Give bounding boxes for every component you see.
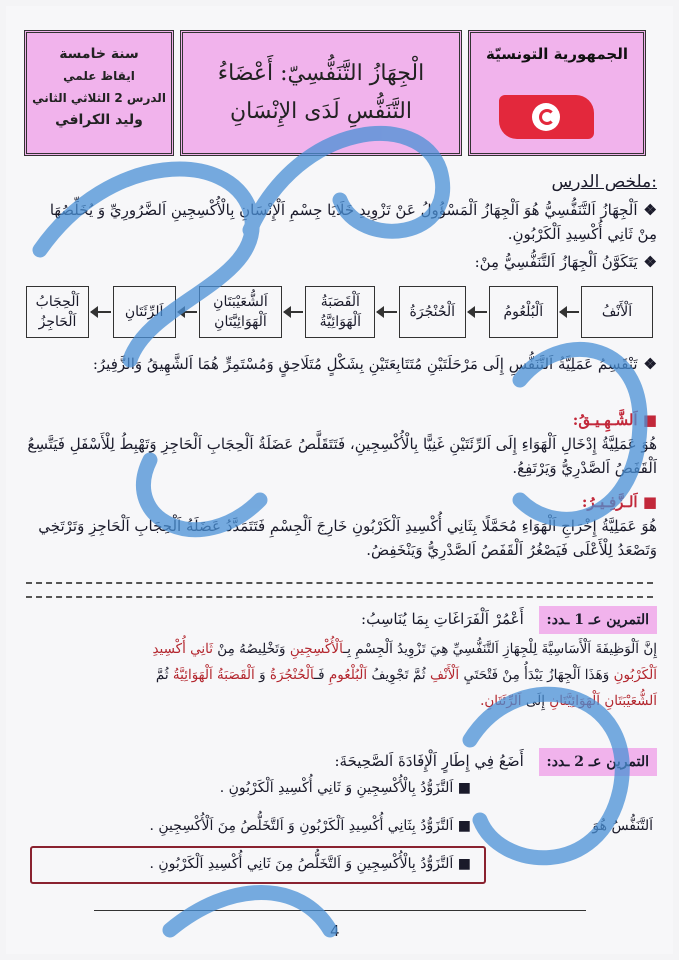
exercise-2-stem: اَلتَّنَفُّسُ هُوَ bbox=[592, 818, 653, 834]
inhale-title: ■ اَلشَّـهِـيـقُ: bbox=[572, 411, 657, 429]
subject-label: ايقاظ علمي bbox=[63, 69, 135, 83]
organ-nose: اَلْأَنْفُ bbox=[581, 286, 653, 338]
header bbox=[22, 30, 646, 160]
answer-co2-part2: اَلْكَرْبُونِ bbox=[613, 667, 657, 683]
bullet-icon: ❖ bbox=[643, 253, 657, 271]
paragraph-composition bbox=[27, 250, 657, 274]
organ-larynx: اَلْحُنْجُرَةُ bbox=[399, 286, 466, 338]
lesson-title bbox=[183, 55, 459, 131]
organ-lungs: اَلرِّئَتَانِ bbox=[113, 286, 176, 338]
title-line-1: الْجِهَازُ التَّنَفُّسِيّ: أَعْضَاءُ bbox=[217, 61, 425, 86]
paragraph-phases bbox=[27, 352, 657, 376]
answer-larynx: اَلْحُنْجُرَةُ bbox=[269, 667, 315, 683]
bullet-icon: ❖ bbox=[643, 355, 657, 373]
exercise-2-label: التمرين عـ 2 ـدد: bbox=[539, 748, 657, 776]
grade-label: سنة خامسة bbox=[59, 46, 139, 62]
lesson-info bbox=[27, 43, 171, 131]
exercise-1-header bbox=[27, 606, 657, 634]
republic-label: الجمهورية التونسيّة bbox=[486, 45, 628, 63]
footer-line bbox=[94, 910, 586, 911]
arrow-left-icon bbox=[468, 311, 487, 313]
arrow-left-icon bbox=[377, 311, 396, 313]
republic-box bbox=[468, 30, 646, 156]
organ-pharynx: اَلْبُلْعُومُ bbox=[489, 286, 557, 338]
inhale-section bbox=[27, 408, 657, 432]
title-box bbox=[180, 30, 462, 156]
composition-text: يَتَكَوَّنُ اَلْجِهَازُ اَلتَّنَفُّسِيُّ مِنْ: bbox=[474, 253, 638, 271]
organs-flow bbox=[26, 282, 653, 342]
definition-text: اَلْجِهَازُ اَلتَّنَفُّسِيُّ هُوَ اَلْجِهَازُ اَلْمَسْؤُولُ عَنْ تَزْوِيدِ خَلَايَا جِسْمِ اَلْإِنْسَانِ بِالْأُكْسِجِينِ اَلضَّرُورِيِّ وَ يُخَلِّصُهَا مِنْ ثَانِي أُكْسِيدِ اَلْكَرْبُونِ. bbox=[49, 201, 657, 243]
answer-lungs: اَلرِّئَتَانِ. bbox=[480, 693, 522, 709]
exercise-1-label: التمرين عـ 1 ـدد: bbox=[539, 606, 657, 634]
paragraph-definition bbox=[27, 198, 657, 246]
teacher-name: وليد الكرافي bbox=[55, 112, 143, 128]
choice-2[interactable]: ■ اَلتَّزَوُّدُ بِثَانِي أُكْسِيدِ اَلْكَرْبُونِ وَ اَلتَّخَلُّصُ مِنَ اَلْأُكْسِجِينِ . bbox=[149, 818, 471, 834]
exercise-2-header bbox=[27, 748, 657, 776]
arrow-left-icon bbox=[178, 311, 197, 313]
answer-trachea: اَلْقَصَبَةُ اَلْهَوَائِيَّةُ bbox=[172, 667, 255, 683]
inhale-text: هُوَ عَمَلِيَّةُ إِدْخَالِ اَلْهَوَاءِ إِلَى اَلرِّئَتَيْنِ غَنِيًّا بِالْأُكْسِجِينِ، فَتَتَقَلَّصُ عَضَلَةُ اَلْحِجَابِ اَلْحَاجِزِ وَتَهْبِطُ لِلْأَسْفَلِ فَيَتَّسِعُ اَلْقَفَصُ اَلصَّدْرِيُّ وَيَرْتَفِعُ. bbox=[27, 435, 657, 477]
exercise-2-instruction: أَضَعُ فِي إِطَارٍ اَلْإِفَادَةَ اَلصَّحِيحَةَ: bbox=[334, 752, 524, 770]
exhale-title: ■ اَلـزَّفِـيـرُ: bbox=[581, 493, 657, 511]
organ-bronchi: اَلشُّعَيْبَتَانِ اَلْهَوَائِيَّتَانِ bbox=[199, 286, 282, 338]
organ-trachea: اَلْقَصَبَةُ اَلْهَوَائِيَّةُ bbox=[305, 286, 375, 338]
title-line-2: التَّنَفُّسِ لَدَى الإِنْسَانِ bbox=[230, 99, 412, 124]
answer-bronchi: اَلشُّعَيْبَتَانِ اَلْهَوَائِيَّتَانِ bbox=[549, 693, 657, 709]
exhale-section bbox=[27, 490, 657, 514]
exhale-text: هُوَ عَمَلِيَّةُ إِخْرَاجِ اَلْهَوَاءِ مُحَمَّلًا بِثَانِي أُكْسِيدِ اَلْكَرْبُونِ خَارِجَ اَلْجِسْمِ فَتَتَمَدَّدُ عَضَلَةُ اَلْحِجَابِ اَلْحَاجِزِ وَتَرْتَخِي وَتَصْعَدُ لِلْأَعْلَى فَيَصْغُرُ اَلْقَفَصُ اَلصَّدْرِيُّ وَيَنْخَفِضُ. bbox=[38, 517, 657, 559]
lesson-label: الدرس 2 الثلاثي الثاني bbox=[32, 91, 166, 105]
arrow-left-icon bbox=[91, 311, 110, 313]
bullet-icon: ❖ bbox=[643, 201, 657, 219]
arrow-left-icon bbox=[560, 311, 579, 313]
choice-3[interactable]: ■ اَلتَّزَوُّدُ بِالْأُكْسِجِينِ وَ اَلتَّخَلُّصُ مِنَ ثَانِي أُكْسِيدِ اَلْكَرْبُونِ . bbox=[149, 856, 471, 872]
exercise-1-instruction: أَعْمُرْ اَلْفَرَاغَاتِ بِمَا يُنَاسِبُ: bbox=[361, 610, 524, 628]
organ-diaphragm: اَلْحِجَابُ اَلْحَاجِزُ bbox=[26, 286, 89, 338]
divider bbox=[26, 582, 653, 584]
tunisia-flag-icon bbox=[499, 95, 594, 139]
arrow-left-icon bbox=[284, 311, 303, 313]
summary-label: ملخص الدرس: bbox=[551, 172, 657, 192]
answer-nose: اَلْأَنْفِ bbox=[429, 667, 460, 683]
divider bbox=[26, 596, 653, 598]
choice-1[interactable]: ■ اَلتَّزَوُّدُ بِالْأُكْسِجِينِ وَ ثَانِي أُكْسِيدِ اَلْكَرْبُونِ . bbox=[219, 780, 471, 796]
answer-oxygen: اَلْأُكْسِجِينِ bbox=[289, 641, 344, 657]
page-number: 4 bbox=[330, 922, 340, 940]
answer-co2-part1: ثَانِي أُكْسِيدِ bbox=[152, 641, 213, 657]
answer-pharynx: اَلْبُلْعُومِ bbox=[328, 667, 368, 683]
info-box bbox=[24, 30, 174, 156]
exercise-1-body: إِنَّ اَلْوَظِيفَةَ اَلْأَسَاسِيَّةَ لِلْجِهَازِ اَلتَّنَفُّسِيِّ هِيَ تَزْوِيدُ اَلْجِسْمِ بِـاَلْأُكْسِجِينِ وَتَخْلِيصُهُ مِنْ ثَانِي أُكْسِيدِ اَلْكَرْبُونِ وَهَذَا اَلْجِهَازُ يَبْدَأُ مِنْ فَتْحَتَيِ اَلْأَنْفِ ثُمَّ تَجْوِيفُ اَلْبُلْعُومِ فَـاَلْحُنْجُرَةُ وَ اَلْقَصَبَةُ اَلْهَوَائِيَّةُ ثُمَّ اَلشُّعَيْبَتَانِ اَلْهَوَائِيَّتَانِ إِلَى اَلرِّئَتَانِ. bbox=[152, 641, 657, 709]
phases-text: تَنْقَسِمُ عَمَلِيَّةُ اَلتَّنَفُّسِ إِلَى مَرْحَلَتَيْنِ مُتَتَابِعَتَيْنِ بِشَكْلٍ مُتَلَاحِقٍ وَمُسْتَمِرٍّ هُمَا اَلشَّهِيقُ وَالزَّفِيرُ: bbox=[92, 355, 638, 373]
